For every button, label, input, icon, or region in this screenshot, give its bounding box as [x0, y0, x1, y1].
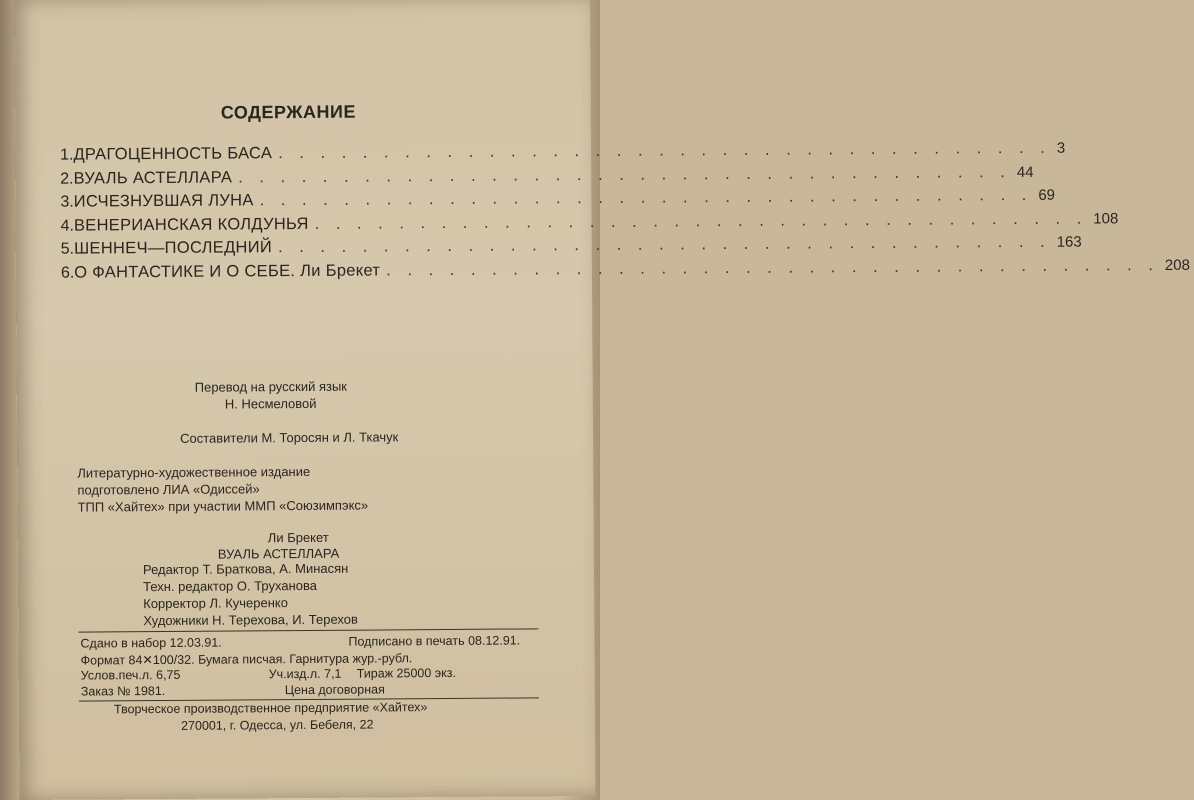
publisher-name: Творческое производственное предприятие «Хайтех»: [113, 700, 428, 717]
toc-leader-dots: . . . . . . . . . . . . . . . . . . . . . . . . . . . . . . . . . . . . .: [238, 162, 1011, 186]
toc-page-number: 3: [1056, 139, 1066, 157]
translator-name: Н. Несмеловой: [224, 395, 317, 412]
signed-to-print: Подписано в печать 08.12.91.: [348, 633, 521, 649]
translation-line: Перевод на русский язык: [194, 378, 348, 395]
toc-number: 5.: [60, 240, 75, 258]
toc-entry: [60, 162, 1034, 193]
price: Цена договорная: [284, 682, 385, 698]
toc-entry: [60, 138, 1066, 169]
toc-entry: [60, 255, 1190, 287]
credit-tech-editor: Техн. редактор О. Труханова: [143, 577, 318, 595]
toc-title: ВУАЛЬ АСТЕЛЛАРА: [73, 167, 233, 188]
toc-title: О ФАНТАСТИКЕ И О СЕБЕ. Ли Брекет: [74, 260, 381, 282]
toc-leader-dots: . . . . . . . . . . . . . . . . . . . . . . . . . . . . . . . . . . . . .: [259, 185, 1033, 210]
toc-number: 2.: [60, 170, 74, 188]
table-of-contents: [60, 138, 1190, 286]
toc-page-number: 208: [1164, 256, 1190, 274]
toc-title: ИСЧЕЗНУВШАЯ ЛУНА: [73, 191, 254, 211]
toc-title: ВЕНЕРИАНСКАЯ КОЛДУНЬЯ: [73, 214, 309, 235]
toc-leader-dots: . . . . . . . . . . . . . . . . . . . . . . . . . . . . . . . . . . . . .: [277, 232, 1051, 257]
toc-number: 3.: [60, 193, 74, 211]
book-page: [14, 0, 1190, 800]
publisher-address: 270001, г. Одесса, ул. Бебеля, 22: [181, 717, 374, 733]
toc-number: 4.: [60, 217, 74, 235]
book-title: ВУАЛЬ АСТЕЛЛАРА: [217, 545, 340, 562]
publisher-sheets: Уч.изд.л. 7,1: [268, 666, 342, 682]
toc-title: ДРАГОЦЕННОСТЬ БАСА: [73, 144, 273, 164]
edition-type: Литературно-художественное издание: [77, 463, 311, 481]
printed-sheets: Услов.печ.л. 6,75: [80, 667, 181, 683]
edition-partner: ТПП «Хайтех» при участии ММП «Союзимпэкс»: [77, 497, 369, 515]
printing-details-box: [78, 628, 538, 701]
sent-to-typeset: Сдано в набор 12.03.91.: [80, 635, 222, 651]
toc-leader-dots: . . . . . . . . . . . . . . . . . . . . . . . . . . . . . . . . . . . . .: [278, 138, 1051, 163]
toc-page-number: 44: [1016, 163, 1034, 181]
toc-entry: [60, 209, 1119, 240]
toc-page-number: 108: [1093, 209, 1119, 227]
credit-editor: Редактор Т. Браткова, А. Минасян: [142, 560, 349, 578]
compilers-line: Составители М. Торосян и Л. Ткачук: [180, 429, 399, 446]
credit-artists: Художники Н. Терехова, И. Терехов: [143, 611, 358, 629]
edition-prepared-by: подготовлено ЛИА «Одиссей»: [77, 481, 260, 498]
contents-heading: СОДЕРЖАНИЕ: [220, 101, 356, 123]
toc-page-number: 163: [1056, 233, 1082, 251]
toc-number: 1.: [60, 146, 74, 164]
format-line: Формат 84✕100/32. Бумага писчая. Гарнитура жур.-рубл.: [80, 651, 413, 668]
toc-leader-dots: . . . . . . . . . . . . . . . . . . . . . . . . . . . . . . . . . . . . .: [314, 209, 1088, 233]
print-run: Тираж 25000 экз.: [356, 665, 456, 681]
toc-entry: [60, 232, 1082, 263]
toc-number: 6.: [60, 264, 75, 282]
author-name: Ли Брекет: [267, 529, 329, 546]
credit-proofreader: Корректор Л. Кучеренко: [143, 595, 289, 612]
toc-page-number: 69: [1038, 186, 1056, 204]
toc-entry: [60, 185, 1056, 216]
toc-title: ШЕННЕЧ—ПОСЛЕДНИЙ: [74, 238, 273, 258]
toc-leader-dots: . . . . . . . . . . . . . . . . . . . . . . . . . . . . . . . . . . . . .: [386, 255, 1159, 279]
order-number: Заказ № 1981.: [80, 683, 166, 699]
